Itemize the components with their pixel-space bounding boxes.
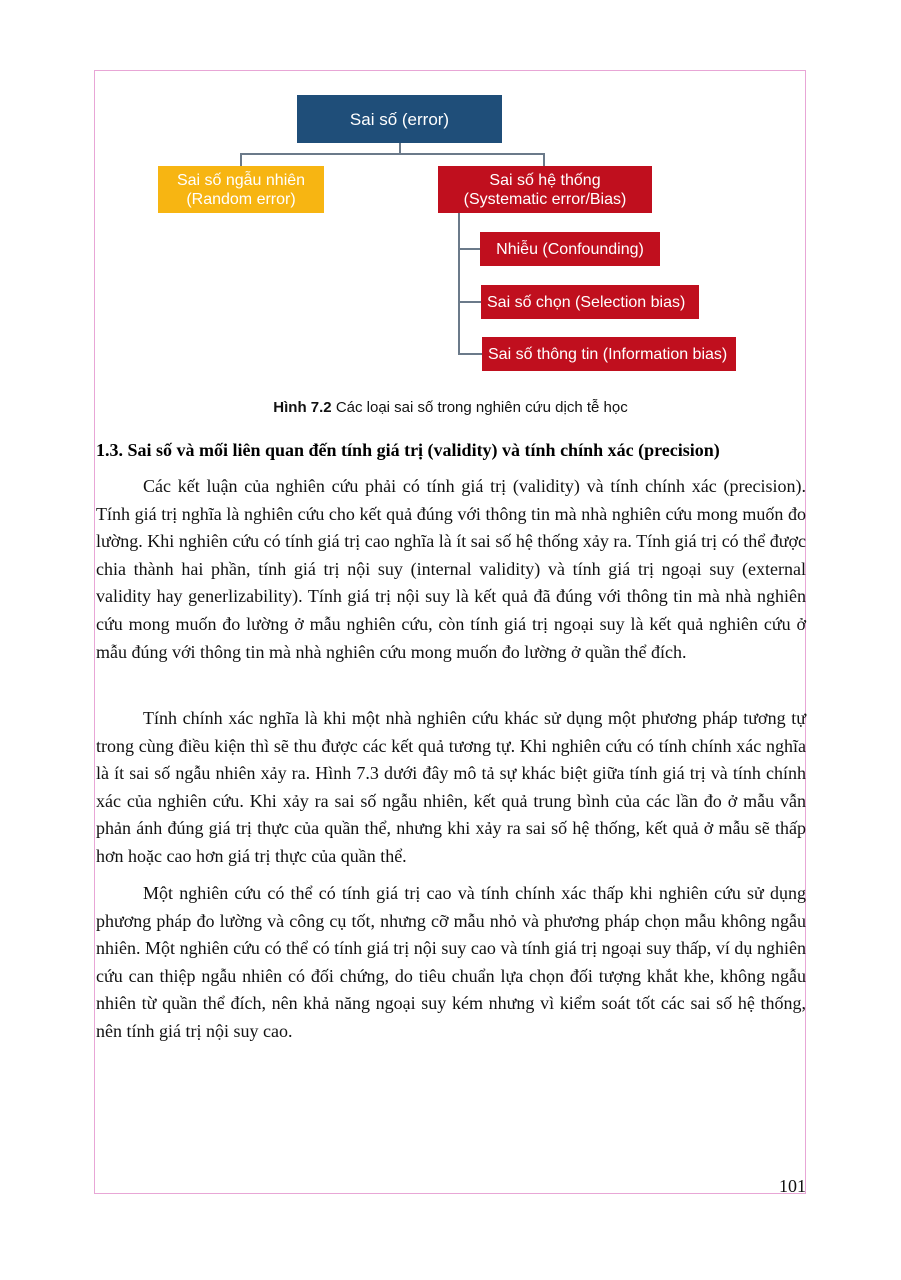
connector-child-2: [458, 301, 481, 303]
connector-systematic: [543, 153, 545, 166]
systematic-error-label: Sai số hệ thống: [489, 171, 601, 189]
information-bias-label: Sai số thông tin (Information bias): [488, 345, 728, 363]
selection-bias-node: [481, 285, 699, 319]
systematic-error-node: [438, 166, 652, 213]
figure-caption-label: Hình 7.2: [273, 399, 332, 416]
connector-vertical-children: [458, 213, 460, 355]
random-error-node: [158, 166, 324, 213]
root-node-label: Sai số (error): [349, 109, 450, 129]
systematic-error-sublabel: (Systematic error/Bias): [463, 190, 627, 208]
selection-bias-label: Sai số chọn (Selection bias): [487, 293, 686, 311]
connector-child-1: [458, 248, 480, 250]
figure-caption-text: Các loại sai số trong nghiên cứu dịch tễ học: [331, 399, 628, 416]
connector-child-3: [458, 353, 482, 355]
random-error-sublabel: (Random error): [186, 190, 296, 208]
random-error-label: Sai số ngẫu nhiên: [176, 171, 306, 189]
error-types-diagram: [0, 0, 901, 400]
information-bias-node: [482, 337, 736, 371]
paragraph-1: Các kết luận của nghiên cứu phải có tính giá trị (validity) và tính chính xác (precision). Tính giá trị nghĩa là nghiên cứu cho kết quả đúng với thông tin mà nhà nghiên cứu mong muốn đo lường. Khi nghiên cứu có tính giá trị cao nghĩa là ít sai số hệ thống xảy ra. Tính giá trị có thể được chia thành hai phần, tính giá trị nội suy (internal validity) và tính giá trị ngoại suy (external validity hay generlizability). Tính giá trị nội suy là kết quả đã đúng với thông tin mà nhà nghiên cứu mong muốn đo lường ở mẫu nghiên cứu, còn tính giá trị ngoại suy là kết quả nghiên cứu ở mẫu đúng với thông tin mà nhà nghiên cứu mong muốn đo lường ở quần thể đích.: [96, 476, 806, 662]
connector-horizontal: [240, 153, 545, 155]
paragraph-3: Một nghiên cứu có thể có tính giá trị cao và tính chính xác thấp khi nghiên cứu sử dụng phương pháp đo lường và công cụ tốt, nhưng cỡ mẫu nhỏ và phương pháp chọn mẫu không ngẫu nhiên. Một nghiên cứu có thể có tính giá trị nội suy cao và tính giá trị ngoại suy thấp, ví dụ nghiên cứu can thiệp ngẫu nhiên có đối chứng, do tiêu chuẩn lựa chọn đối tượng khắt khe, không ngẫu nhiên từ quần thể đích, nên khả năng ngoại suy kém nhưng vì kiểm soát tốt các sai số hệ thống, nên tính giá trị nội suy cao.: [96, 883, 806, 1041]
confounding-label: Nhiễu (Confounding): [496, 240, 644, 258]
section-heading: 1.3. Sai số và mối liên quan đến tính giá trị (validity) và tính chính xác (precision): [96, 440, 720, 460]
paragraph-2: Tính chính xác nghĩa là khi một nhà nghiên cứu khác sử dụng một phương pháp tương tự trong cùng điều kiện thì sẽ thu được các kết quả tương tự. Khi nghiên cứu có tính chính xác nghĩa là ít sai số ngẫu nhiên xảy ra. Hình 7.3 dưới đây mô tả sự khác biệt giữa tính giá trị và tính chính xác của nghiên cứu. Khi xảy ra sai số ngẫu nhiên, kết quả trung bình của các lần đo ở mẫu vẫn phản ánh đúng giá trị thực của quần thể, nhưng khi xảy ra sai số hệ thống, kết quả ở mẫu sẽ thấp hơn hoặc cao hơn giá trị thực của quần thể.: [96, 708, 806, 866]
page-number: 101: [779, 1176, 806, 1196]
root-node: [297, 95, 502, 143]
confounding-node: [480, 232, 660, 266]
figure-caption: [0, 399, 901, 416]
connector-random: [240, 153, 242, 166]
